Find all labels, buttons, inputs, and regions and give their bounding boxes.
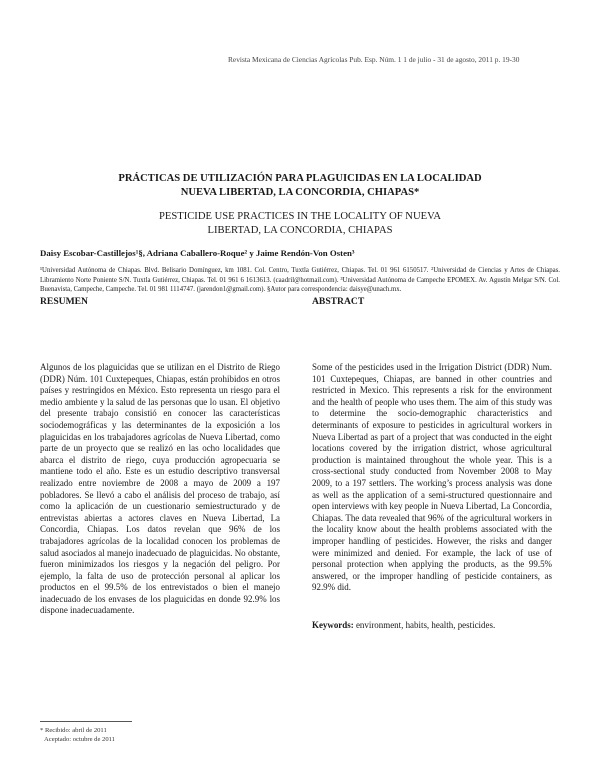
keywords bbox=[312, 620, 552, 630]
abstract-heading: ABSTRACT bbox=[312, 296, 365, 307]
author-list: Daisy Escobar-Castillejos¹§, Adriana Caballero-Roque² y Jaime Rendón-Von Osten³ bbox=[40, 248, 355, 258]
affiliations: ¹Universidad Autónoma de Chiapas. Blvd. Belisario Domínguez, km 1081. Col. Centro, Tuxtla Gutiérrez, Chiapas. Tel. 01 961 6150517. ²Universidad de Ciencias y Artes de Chiapas. Libramiento Norte Poniente S/N. Tuxtla Gutiérrez, Chiapas. Tel. 01 961 6 1613613. (caadril@hotmail.com). ³Universidad Autónoma de Campeche EPOMEX. Av. Agustín Melgar S/N. Col. Buenavista, Campeche, Campeche. Tel. 01 981 1114747. (jarendon1@gmail.com). §Autor para correspondencia: daisye@unach.mx. bbox=[40, 267, 560, 294]
title-spanish-line-1: PRÁCTICAS DE UTILIZACIÓN PARA PLAGUICIDAS EN LA LOCALIDAD bbox=[118, 173, 482, 184]
footnote-received: * Recibido: abril de 2011 bbox=[40, 727, 107, 734]
abstract-body: Some of the pesticides used in the Irrigation District (DDR) Num. 101 Cuxtepeques, Chiapas, are banned in other countries and restricted in Mexico. This represents a risk for the environment and the health of people who uses them. The aim of this study was to determine the socio-demographic characteristics and determinants of exposure to pesticides in agricultural workers in Nueva Libertad as part of a project that was conducted in the eight locations covered by the irrigation district, whose agricultural production is maintained throughout the whole year. This is a cross-sectional study conducted from November 2008 to May 2009, to a 197 settlers. The working’s process analysis was done as well as the application of a semi-structured questionnaire and open interviews with key people in Nueva Libertad, La Concordia, Chiapas. The data revealed that 96% of the agricultural workers in the locality know about the health problems associated with the improper handling of pesticides. However, the risks and danger were minimized and denied. For example, the lack of use of personal protection when applying the products, as the 99.5% answered, or the improper handling of pesticide containers, as 92.9% did. bbox=[312, 362, 552, 593]
title-english-line-1: PESTICIDE USE PRACTICES IN THE LOCALITY OF NUEVA bbox=[158, 211, 442, 222]
keywords-text: environment, habits, health, pesticides. bbox=[355, 620, 496, 630]
title-english-line-2: LIBERTAD, LA CONCORDIA, CHIAPAS bbox=[207, 224, 393, 236]
running-header: Revista Mexicana de Ciencias Agrícolas Pub. Esp. Núm. 1 1 de julio - 31 de agosto, 2011 p. 19-30 bbox=[228, 55, 520, 64]
footnote-accepted: Aceptado: octubre de 2011 bbox=[44, 736, 115, 743]
footnote bbox=[40, 726, 115, 744]
resumen-heading: RESUMEN bbox=[40, 296, 88, 307]
keywords-label: Keywords: bbox=[312, 620, 354, 630]
title-spanish-line-2: NUEVA LIBERTAD, LA CONCORDIA, CHIAPAS* bbox=[180, 186, 420, 198]
footnote-rule bbox=[40, 721, 132, 722]
title-spanish bbox=[60, 172, 540, 199]
title-english bbox=[60, 210, 540, 237]
resumen-body: Algunos de los plaguicidas que se utilizan en el Distrito de Riego (DDR) Núm. 101 Cuxtepeques, Chiapas, están prohibidos en otros países y restringidos en México. Esto representa un riesgo para el medio ambiente y la salud de las personas que lo usan. El objetivo del presente trabajo consistió en conocer las características sociodemográficas y las determinantes de la exposición a los plaguicidas en los trabajadores agrícolas de Nueva Libertad, como parte de un proyecto que se realizó en las ocho localidades que abarca el distrito de riego, cuya producción agropecuaria se mantiene todo el año. Este es un estudio descriptivo transversal realizado entre noviembre de 2008 a mayo de 2009 a 197 pobladores. Se llevó a cabo el análisis del proceso de trabajo, así como la aplicación de un cuestionario semiestructurado y de entrevistas abiertas a actores claves en Nueva Libertad, La Concordia, Chiapas. Los datos revelan que 96% de los trabajadores agrícolas de la localidad conocen los problemas de salud asociados al manejo inadecuado de plaguicidas. No obstante, fueron minimizados los riesgos y la negación del peligro. Por ejemplo, la falta de uso de protección personal al aplicar los productos en el 99.5% de los entrevistados o bien el manejo inadecuado de los envases de los plaguicidas en donde 92.9% los dispone inadecuadamente. bbox=[40, 362, 280, 616]
